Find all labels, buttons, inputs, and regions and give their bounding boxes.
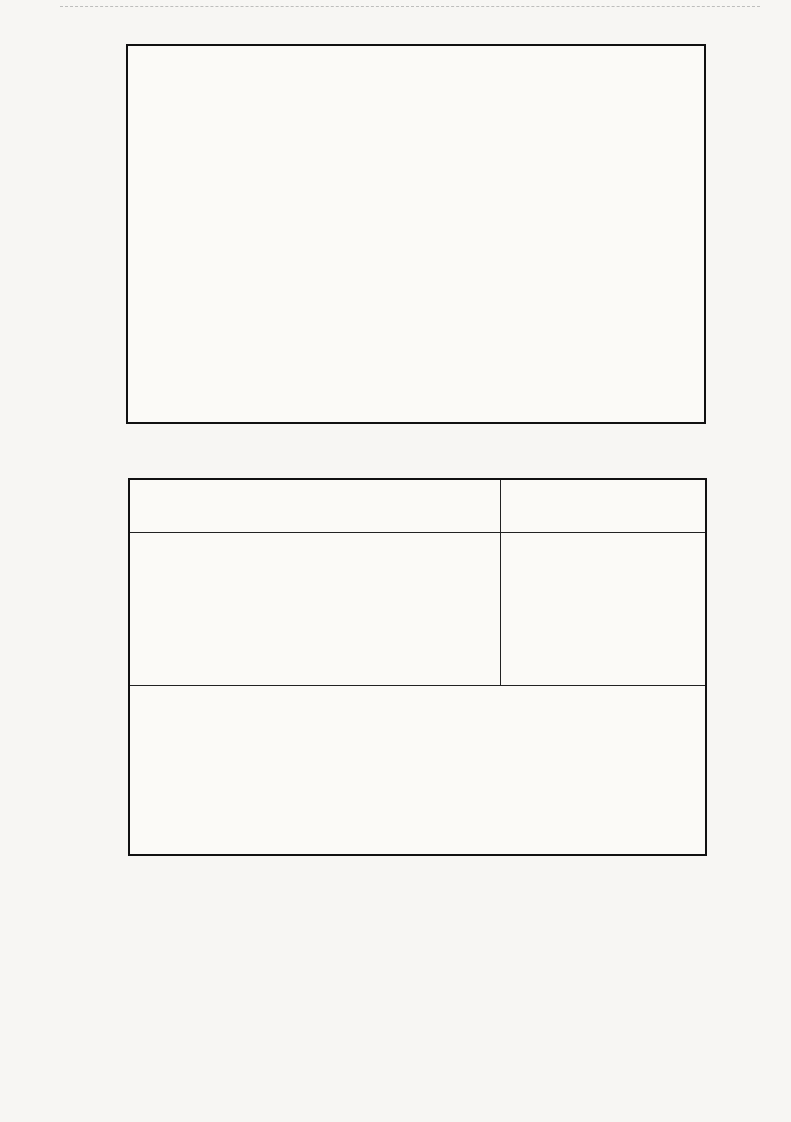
calendar-section — [130, 533, 705, 686]
top-rows — [128, 46, 704, 422]
bottom-verse-block — [128, 478, 707, 856]
section-title-left — [130, 480, 501, 532]
scan-edge — [60, 6, 760, 9]
side-notes — [501, 533, 705, 685]
sub-titles — [130, 686, 705, 712]
section-titles — [130, 480, 705, 533]
section-title-right — [501, 480, 705, 532]
calendar-table — [130, 533, 501, 685]
top-verse-block — [126, 44, 706, 424]
